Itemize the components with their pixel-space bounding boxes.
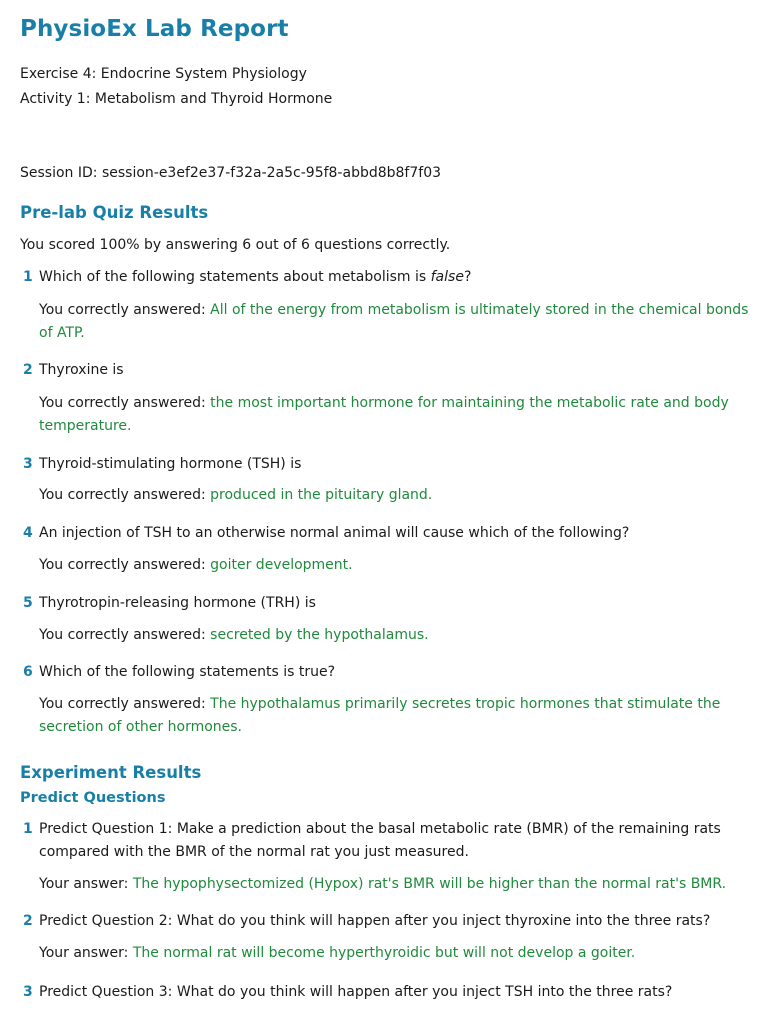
answer-prefix: You correctly answered: [39,395,206,411]
session-id: Session ID: session-e3ef2e37-f32a-2a5c-95f8-abbd8b8f7f03 [20,165,442,181]
experiment-heading: Experiment Results [20,763,202,782]
question-number: 6 [23,664,33,680]
question-number: 1 [23,821,33,837]
question-number: 5 [23,595,33,611]
answer-text: The hypothalamus primarily secretes tropic hormones that stimulate the secretion of other hormones. [39,696,721,735]
question-text: Thyroxine is [39,362,124,378]
exercise-line: Exercise 4: Endocrine System Physiology [20,66,307,82]
answer-prefix: You correctly answered: [39,627,206,643]
activity-line: Activity 1: Metabolism and Thyroid Hormone [20,91,333,107]
question-number: 1 [23,269,33,285]
answer-prefix: You correctly answered: [39,696,206,712]
prelab-score: You scored 100% by answering 6 out of 6 questions correctly. [20,237,451,253]
answer-prefix: You correctly answered: [39,557,206,573]
question-number: 3 [23,456,33,472]
answer-line [39,299,755,345]
question-text: Predict Question 1: Make a prediction about the basal metabolic rate (BMR) of the remaining rats compared with the BMR of the normal rat you just measured. [39,821,721,860]
answer-text: All of the energy from metabolism is ultimately stored in the chemical bonds of ATP. [39,302,749,341]
question-number: 2 [23,913,33,929]
answer-text: goiter development. [210,557,353,573]
answer-prefix: Your answer: [39,945,129,961]
answer-prefix: Your answer: [39,876,129,892]
question-text: Thyroid-stimulating hormone (TSH) is [39,456,302,472]
answer-text: produced in the pituitary gland. [210,487,433,503]
answer-line [39,693,755,739]
predict-subheading: Predict Questions [20,790,166,806]
question-text: Predict Question 2: What do you think will happen after you inject thyroxine into the three rats? [39,913,711,929]
answer-text: The normal rat will become hyperthyroidic but will not develop a goiter. [132,945,636,961]
prelab-heading: Pre-lab Quiz Results [20,203,209,222]
question-text: Thyrotropin-releasing hormone (TRH) is [39,595,316,611]
question-text: An injection of TSH to an otherwise normal animal will cause which of the following? [39,525,630,541]
question-text: Which of the following statements about metabolism is false? [39,269,472,285]
answer-text: The hypophysectomized (Hypox) rat's BMR will be higher than the normal rat's BMR. [132,876,727,892]
answer-prefix: You correctly answered: [39,302,206,318]
question-number: 2 [23,362,33,378]
answer-line [39,942,755,965]
question-number: 4 [23,525,33,541]
answer-line [39,392,755,438]
answer-line [39,873,755,896]
answer-line [39,624,755,647]
answer-line [39,484,755,507]
question-text: Predict Question 3: What do you think will happen after you inject TSH into the three rats? [39,984,673,1000]
answer-prefix: You correctly answered: [39,487,206,503]
answer-text: the most important hormone for maintaining the metabolic rate and body temperature. [39,395,729,434]
report-title: PhysioEx Lab Report [20,16,289,42]
question-number: 3 [23,984,33,1000]
answer-text: secreted by the hypothalamus. [210,627,429,643]
answer-line [39,554,755,577]
question-text: Which of the following statements is true? [39,664,336,680]
